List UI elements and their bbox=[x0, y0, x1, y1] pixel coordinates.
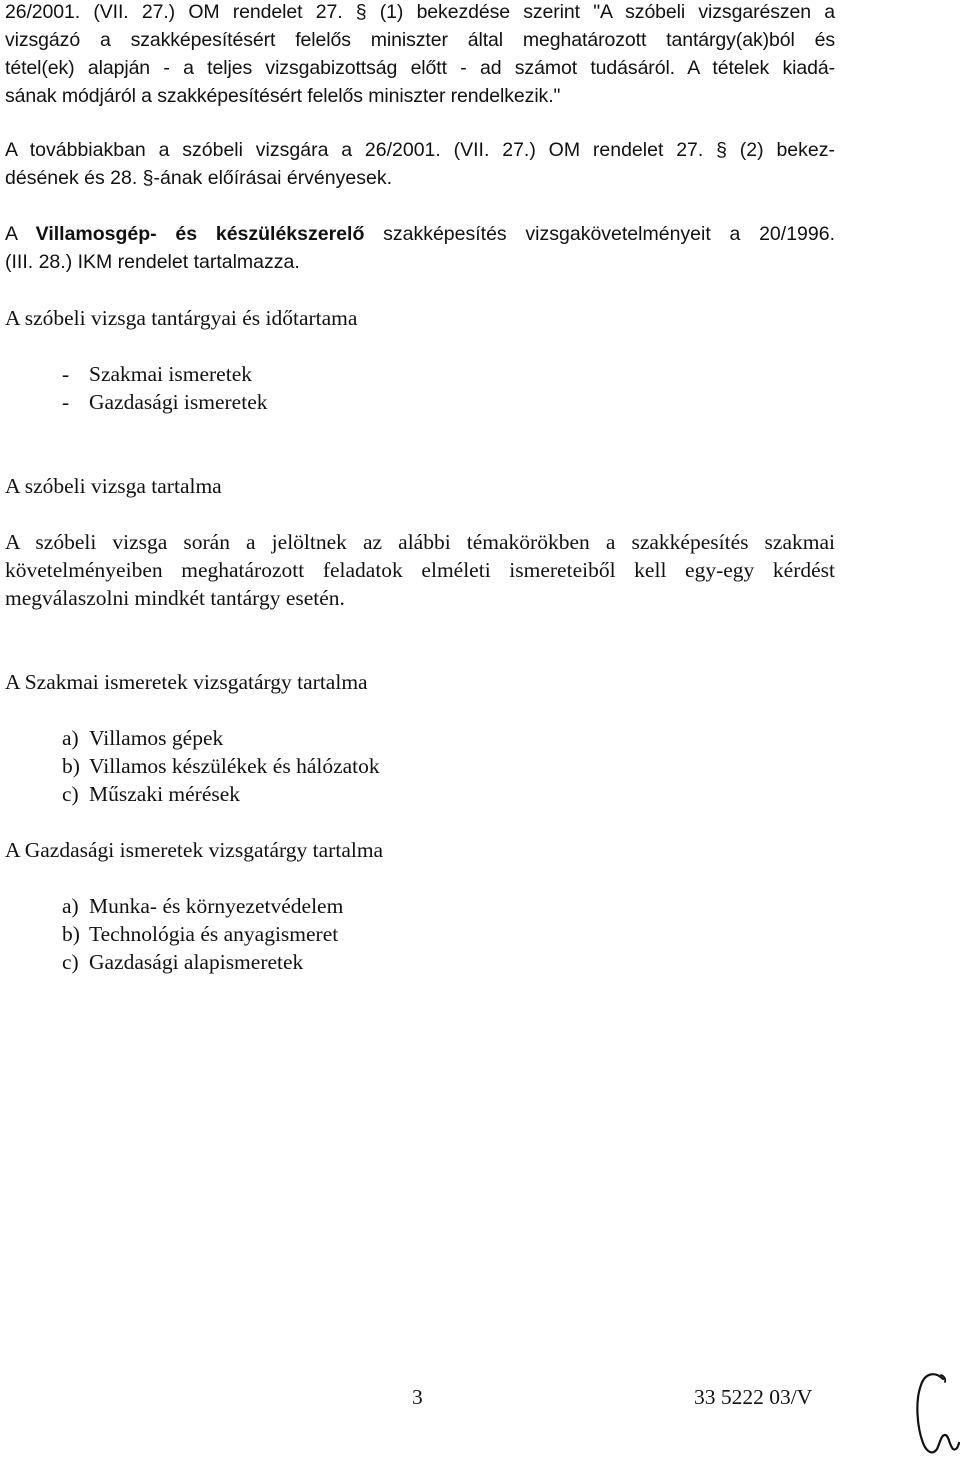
list-item bbox=[62, 360, 268, 388]
intro-line: 26/2001. (VII. 27.) OM rendelet 27. § (1) bekezdése szerint "A szóbeli vizsgarészen a bbox=[5, 1, 835, 23]
list-item-text: Technológia és anyagismeret bbox=[89, 922, 339, 946]
list-marker: c) bbox=[62, 782, 79, 806]
requirements-line-2: (III. 28.) IKM rendelet tartalmazza. bbox=[5, 251, 300, 273]
further-paragraph bbox=[5, 136, 835, 192]
intro-line: vizsgázó a szakképesítésért felelős miniszter által meghatározott tantárgy(ak)ból és bbox=[5, 29, 835, 51]
professional-list bbox=[62, 724, 380, 808]
list-marker: c) bbox=[62, 950, 79, 974]
requirements-line bbox=[5, 220, 835, 248]
economic-list bbox=[62, 892, 343, 976]
content-line: A szóbeli vizsga során a jelöltnek az alábbi témakörökben a szakképesítés szakmai bbox=[5, 530, 835, 554]
list-item bbox=[62, 388, 268, 416]
requirements-prefix: A bbox=[5, 223, 36, 245]
subjects-list bbox=[62, 360, 268, 416]
list-marker: - bbox=[62, 390, 70, 414]
content-paragraph bbox=[5, 528, 835, 612]
list-marker: b) bbox=[62, 754, 80, 778]
list-marker: a) bbox=[62, 726, 79, 750]
list-item-text: Villamos készülékek és hálózatok bbox=[89, 754, 380, 778]
list-marker: a) bbox=[62, 894, 79, 918]
content-line: megválaszolni mindkét tantárgy esetén. bbox=[5, 586, 345, 610]
page-number: 3 bbox=[412, 1385, 423, 1409]
list-item bbox=[62, 920, 343, 948]
requirements-paragraph bbox=[5, 220, 835, 276]
requirements-rest: szakképesítés vizsgakövetelményeit a 20/1996. bbox=[364, 223, 835, 245]
list-item bbox=[62, 780, 380, 808]
list-item-text: Gazdasági ismeretek bbox=[89, 390, 268, 414]
list-item-text: Műszaki mérések bbox=[89, 782, 241, 806]
list-item-text: Szakmai ismeretek bbox=[89, 362, 252, 386]
intro-line: sának módjáról a szakképesítésért felelős miniszter rendelkezik." bbox=[5, 85, 561, 107]
document-code: 33 5222 03/V bbox=[694, 1385, 813, 1409]
intro-line: tétel(ek) alapján - a teljes vizsgabizottság előtt - ad számot tudásáról. A tételek kiadá- bbox=[5, 57, 835, 79]
list-item-text: Villamos gépek bbox=[89, 726, 224, 750]
subjects-heading: A szóbeli vizsga tantárgyai és időtartama bbox=[5, 306, 358, 330]
handwritten-signature bbox=[905, 1365, 960, 1459]
list-marker: - bbox=[62, 362, 70, 386]
content-heading: A szóbeli vizsga tartalma bbox=[5, 474, 222, 498]
economic-heading: A Gazdasági ismeretek vizsgatárgy tartalma bbox=[5, 838, 384, 862]
list-item bbox=[62, 724, 380, 752]
list-marker: b) bbox=[62, 922, 80, 946]
further-line: désének és 28. §-ának előírásai érvényesek. bbox=[5, 167, 392, 189]
list-item bbox=[62, 948, 343, 976]
list-item-text: Munka- és környezetvédelem bbox=[89, 894, 344, 918]
intro-paragraph bbox=[5, 0, 835, 110]
professional-heading: A Szakmai ismeretek vizsgatárgy tartalma bbox=[5, 670, 368, 694]
list-item bbox=[62, 752, 380, 780]
qualification-name: Villamosgép- és készülékszerelő bbox=[35, 223, 365, 245]
list-item bbox=[62, 892, 343, 920]
content-line: követelményeiben meghatározott feladatok elméleti ismereteiből kell egy-egy kérdést bbox=[5, 558, 835, 582]
list-item-text: Gazdasági alapismeretek bbox=[89, 950, 304, 974]
further-line: A továbbiakban a szóbeli vizsgára a 26/2001. (VII. 27.) OM rendelet 27. § (2) bekez- bbox=[5, 139, 835, 161]
